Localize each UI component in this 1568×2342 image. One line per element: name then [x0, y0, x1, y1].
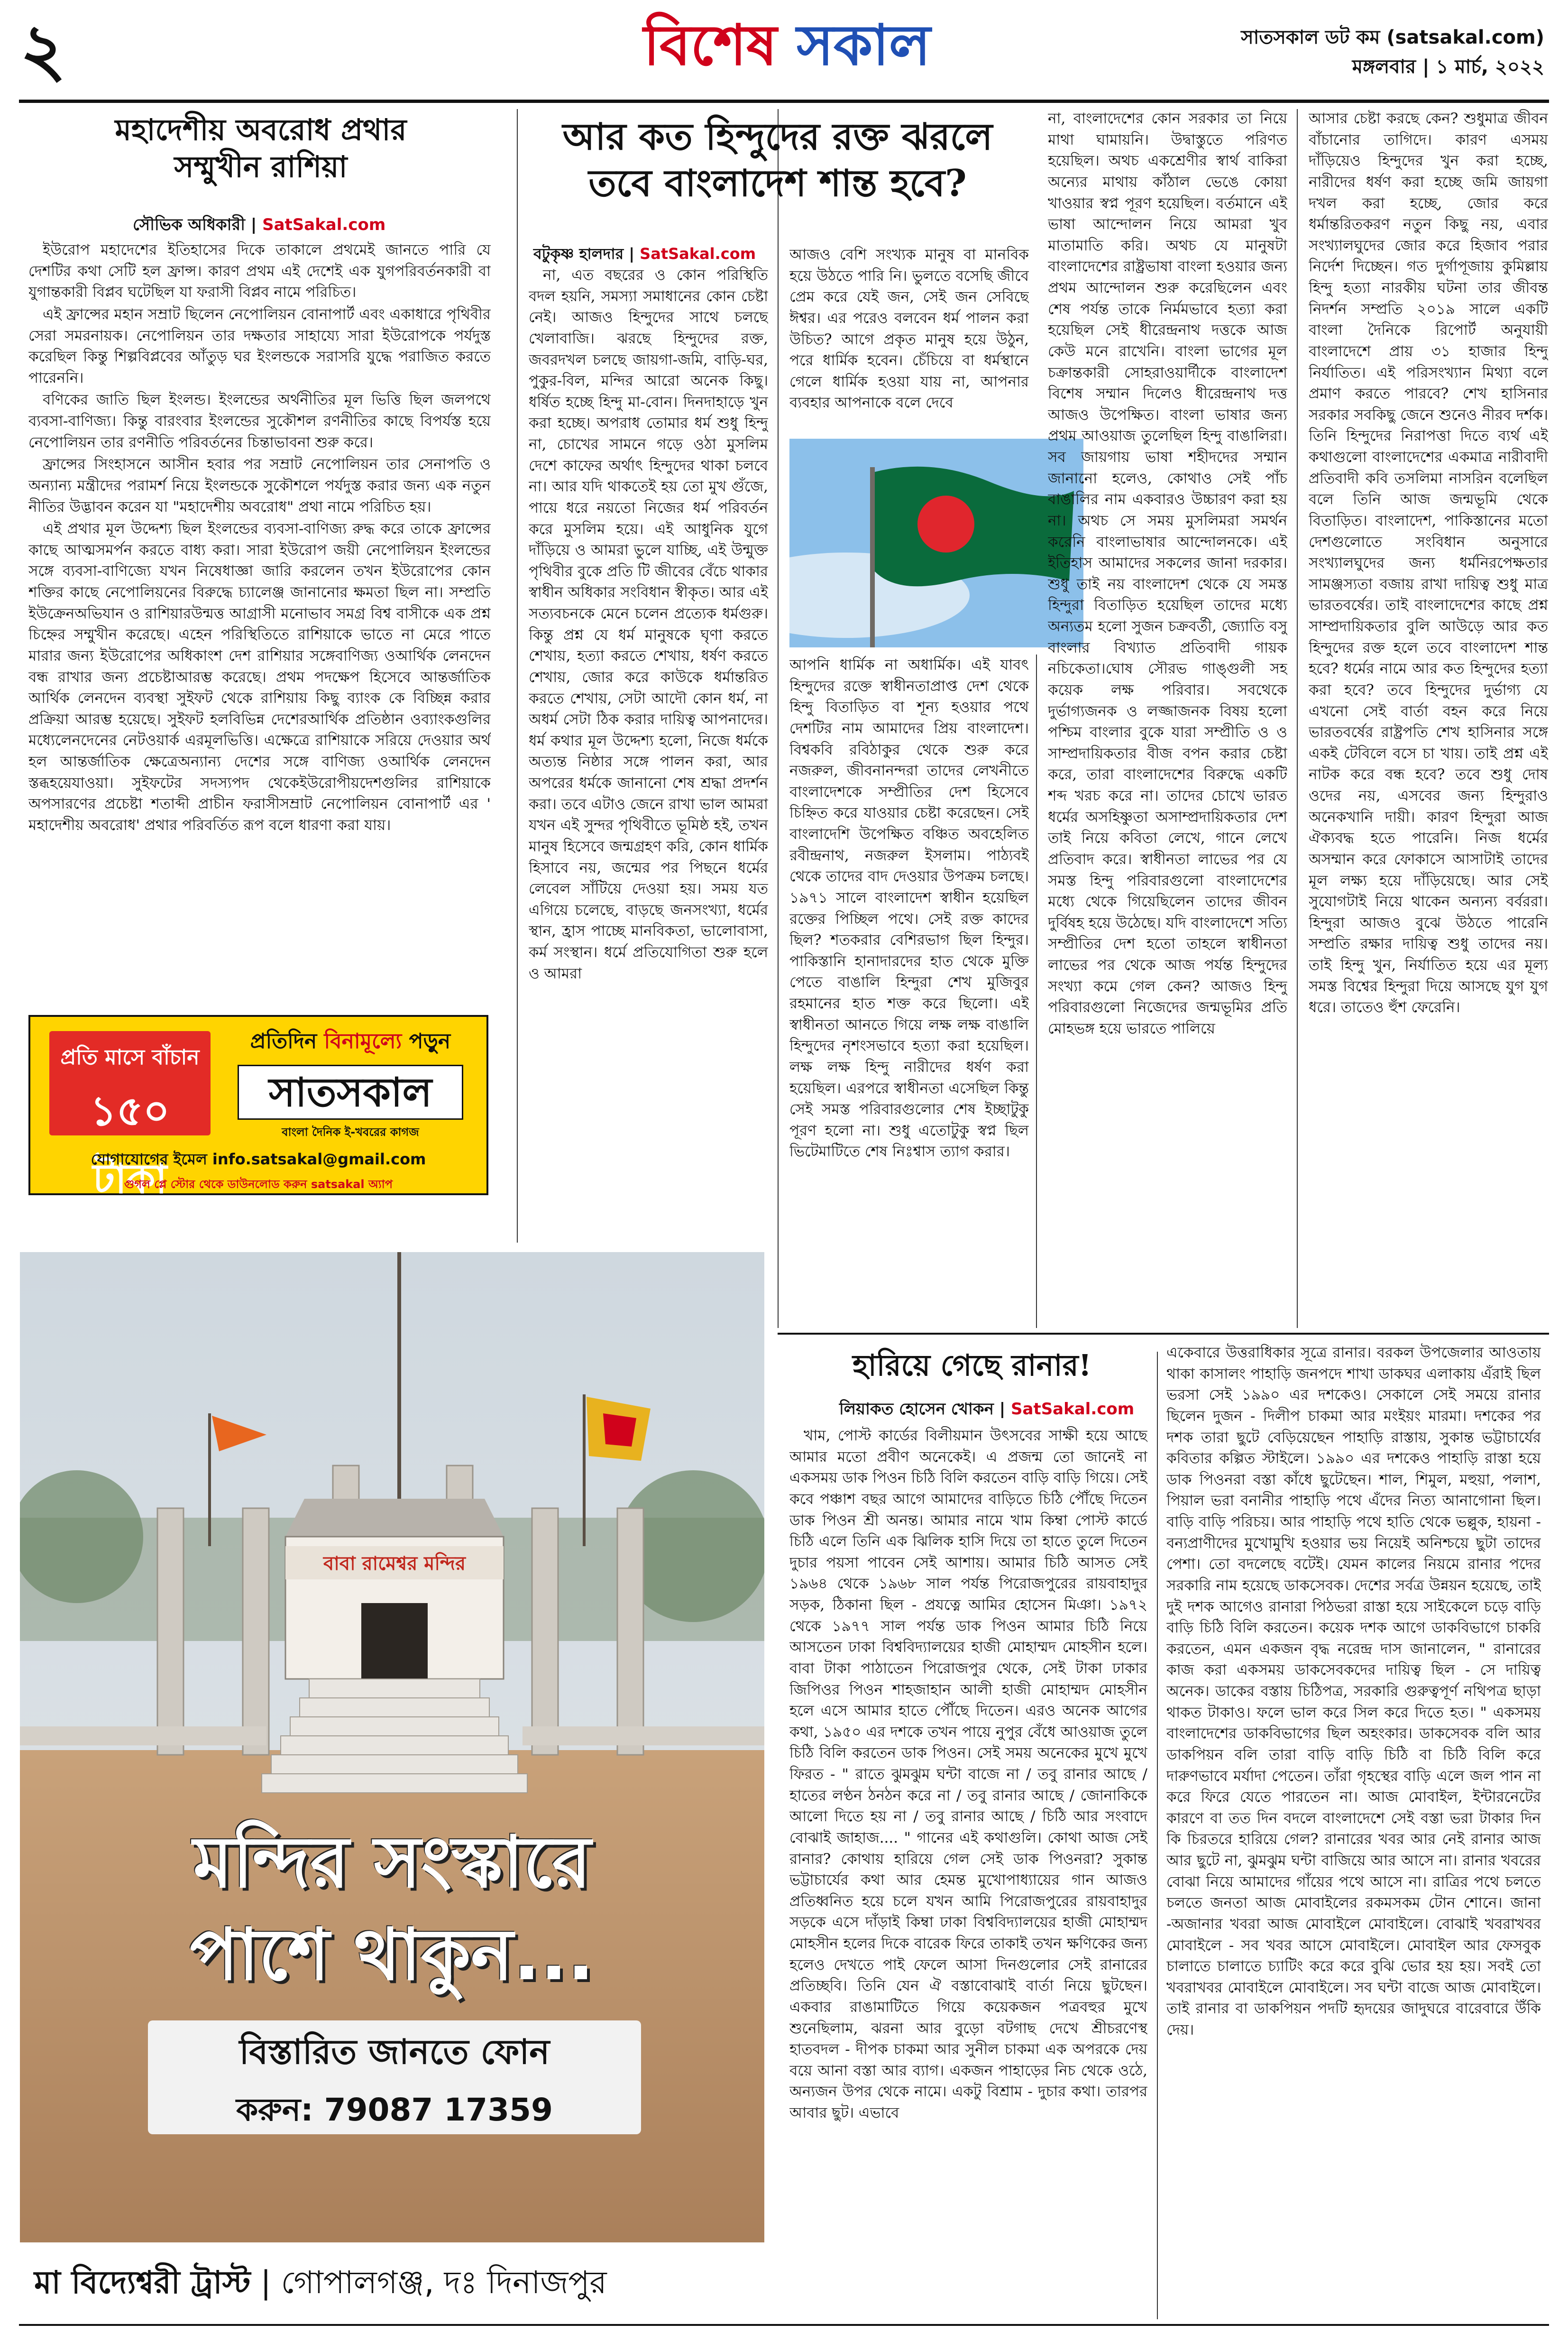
- article2-col3: [1048, 108, 1287, 1327]
- satsakal-logo: সাতসকাল: [238, 1065, 463, 1120]
- temple-headline-line2: পাশে থাকুন...: [190, 1914, 595, 1996]
- article2-col2-top: [789, 244, 1029, 429]
- temple-ad[interactable]: [20, 1252, 764, 2323]
- temple-phone-box[interactable]: [148, 2020, 641, 2134]
- article1-paragraph: এই ফ্রান্সের মহান সম্রাট ছিলেন নেপোলিয়ন বোনাপার্ট এবং একাধারে পৃথিবীর সেরা সমরনায়ক। নেপোলিয়ন তার দক্ষতার সাহায্যে সারা ইউরোপকে পর্যদুস্ত করেছিল কিন্তু শিল্পবিপ্লবের আঁতুড় ঘর ইংলন্ডকে সরাসরি যুদ্ধে পরাজিত করতে পারেননি।: [28, 305, 491, 387]
- ad-tagline-part1: প্রতিদিন: [250, 1029, 317, 1053]
- article3-col2: [1166, 1342, 1541, 2319]
- ad-logo-sub: বাংলা দৈনিক ই-খবরের কাগজ: [282, 1125, 419, 1139]
- article1-headline[interactable]: মহাদেশীয় অবরোধ প্রথার সম্মুখীন রাশিয়া: [115, 112, 407, 184]
- ad-brand-block: [225, 1025, 476, 1143]
- column-divider: [1036, 655, 1037, 1328]
- ad-app-line[interactable]: গুগল প্লে স্টোর থেকে ডাউনলোড করুন satsakal অ্যাপ: [124, 1178, 393, 1191]
- ad-tagline-highlight: বিনামূল্যে: [324, 1029, 402, 1053]
- article3-author: লিয়াকত হোসেন খোকন: [839, 1400, 994, 1419]
- section-title-part2: সকাল: [797, 12, 931, 78]
- article2-col2-text: আজও বেশি সংখ্যক মানুষ বা মানবিক হয়ে উঠতে পারি নি। ভুলতে বসেছি জীবে প্রেম করে যেই জন, সেই জন সেবিছে ঈশ্বর। এর পরেও বলবেন ধর্ম পালন করা উচিত? আগে প্রকৃত মানুষ হয়ে উঠুন, পরে ধার্মিক হবেন। চেঁচিয়ে বা ধর্মস্থানে গেলে ধার্মিক হওয়া যায় না, আপনার ব্যবহার আপনাকে বলে দেবে: [789, 246, 1029, 412]
- article1-source[interactable]: SatSakal.com: [262, 215, 386, 234]
- temple-phone-number[interactable]: করুন: 79087 17359: [236, 2092, 553, 2128]
- article2-headline[interactable]: আর কত হিন্দুদের রক্ত ঝরলে তবে বাংলাদেশ শান্ত হবে?: [562, 115, 993, 205]
- temple-headline: [20, 1816, 764, 2001]
- site-info: [1241, 23, 1544, 82]
- footer-rule: [19, 2324, 1549, 2326]
- site-name[interactable]: সাতসকাল ডট কম (satsakal.com): [1241, 27, 1544, 48]
- ad-price-line2: ১৫০ টাকা: [90, 1088, 170, 1203]
- article1-paragraph: বণিকের জাতি ছিল ইংলন্ড। ইংলন্ডের অর্থনীতির মূল ভিত্তি ছিল জলপথে ব্যবসা-বাণিজ্য। কিন্তু বারংবার ইংলন্ডের সুকৌশল রণনীতির কাছে বিপর্যস্ত হয়ে নেপোলিয়ন তার রণনীতি পরিবর্তনের চিন্তাভাবনা শুরু করে।: [28, 391, 491, 451]
- ad-tagline: [225, 1025, 476, 1060]
- ad-tagline-part2: পড়ুন: [409, 1029, 451, 1053]
- article3-source[interactable]: SatSakal.com: [1011, 1400, 1135, 1419]
- article1-body: [28, 240, 491, 1003]
- article2-col4: [1309, 108, 1548, 1327]
- article2-col2-cont: আপনি ধার্মিক না অধার্মিক। এই যাবৎ হিন্দুদের রক্তে স্বাধীনতাপ্রাপ্ত দেশ থেকে হিন্দু বিতাড়িত বা শূন্য হওয়ার পথে দেশটির নাম আমাদের প্রিয় বাংলাদেশ। বিশ্বকবি রবিঠাকুর থেকে শুরু করে নজরুল, জীবনানন্দরা তাদের লেখনীতে বাংলাদেশকে সম্প্রীতির দেশ হিসেবে চিহ্নিত করে যাওয়ার চেষ্টা করেছেন। সেই বাংলাদেশি উপেক্ষিত বঞ্চিত অবহেলিত রবীন্দ্রনাথ, নজরুল ইসলাম। পাঠ্যবই থেকে তাদের বাদ দেওয়ার উপক্রম চলছে। ১৯৭১ সালে বাংলাদেশ স্বাধীন হয়েছিল রক্তের পিচ্ছিল পথে। সেই রক্ত কাদের ছিল? শতকরার বেশিরভাগ ছিল হিন্দুর। পাকিস্তানি হানাদারদের হাত থেকে মুক্তি পেতে বাঙালি হিন্দুরা শেখ মুজিবুর রহমানের হাত শক্ত করে ছিলো। এই স্বাধীনতা আনতে গিয়ে লক্ষ লক্ষ বাঙালি হিন্দুদের নৃশংসভাবে হত্যা করা হয়েছিল। লক্ষ লক্ষ হিন্দু নারীদের ধর্ষণ করা হয়েছিল। এরপরে স্বাধীনতা এসেছিল কিন্তু সেই সমস্ত পরিবারগুলোর শেষ ইচ্ছাটুকু পূরণ হলো না। শুধু এতোটুকু স্বপ্ন ছিল ভিটেমাটিতে শেষ নিঃশ্বাস ত্যাগ করার।: [789, 656, 1029, 1161]
- article2-col1: [529, 265, 768, 1322]
- article2-source[interactable]: SatSakal.com: [640, 245, 756, 263]
- section-title-part1: বিশেষ: [643, 12, 777, 78]
- article1-paragraph: ফ্রান্সের সিংহাসনে আসীন হবার পর সম্রাট নেপোলিয়ন তার সেনাপতি ও অন্যান্য মন্ত্রীদের পরামর্শ নিয়ে ইংলন্ডকে সুকৌশলে পর্যদুস্ত করার জন্য এক নতুন নীতির উদ্ভাবন করেন যা "মহাদেশীয় অবরোধ" প্রথা নামে পরিচিত হয়।: [28, 456, 491, 516]
- trust-location: গোপালগঞ্জ, দঃ দিনাজপুর: [281, 2264, 607, 2301]
- ad-price-line1: প্রতি মাসে বাঁচান: [60, 1045, 200, 1070]
- page-number: ২: [20, 8, 66, 92]
- column-divider: [778, 109, 779, 1328]
- ad-contact: [30, 1147, 486, 1195]
- article3-headline[interactable]: হারিয়ে গেছে রানার!: [853, 1348, 1091, 1383]
- article2-col2-bottom: [789, 655, 1029, 1323]
- header-rule: [19, 100, 1549, 103]
- temple-photo: [20, 1252, 764, 2323]
- article1-byline: সৌভিক অধিকারী | SatSakal.com: [133, 215, 386, 234]
- trust-name: মা বিদ্যেশ্বরী ট্রাস্ট: [34, 2264, 251, 2301]
- article2-byline: বটুকৃষ্ণ হালদার | SatSakal.com: [533, 245, 756, 263]
- ad-price-badge: [49, 1031, 211, 1203]
- article1-paragraph: এই প্রথার মূল উদ্দেশ্য ছিল ইংলন্ডের ব্যবসা-বাণিজ্য রুদ্ধ করে তাকে ফ্রান্সের কাছে আত্মসমর্পন করতে বাধ্য করা। সারা ইউরোপ জয়ী নেপোলিয়ন ইংলন্ডের সঙ্গে ব্যবসা-বাণিজ্যে যখন নিষেধাজ্ঞা জারি করলেন তখন ইউরোপের কোন শক্তির কাছে নেপোলিয়নের বিরুদ্ধে চ্যালেঞ্জ জানানোর ক্ষমতা ছিল না। সম্প্রতি ইউক্রেনঅভিযান ও রাশিয়ারউন্মত্ত আগ্রাসী মনোভাব সমগ্র বিশ্ব বাসীকে এক প্রশ্ন চিহ্নের সম্মুখীন করেছে। এহেন পরিস্থিতিতে রাশিয়াকে ভাতে না মেরে পাতে মারার জন্য ইউরোপের অধিকাংশ দেশ রাশিয়ার সঙ্গেবাণিজ্য ওআর্থিক লেনদেন বন্ধ রাখার জন্য প্রচেষ্টাআরম্ভ করেছে। প্রথম পদক্ষেপ হিসেবে আন্তর্জাতিক আর্থিক লেনদেন ব্যবস্থা সুইফট থেকে রাশিয়ায় কিছু ব্যাংক কে বিচ্ছিন্ন করার প্রক্রিয়া আরম্ভ হয়েছে। সুইফট হলবিভিন্ন দেশেরআর্থিক প্রতিষ্ঠান ওব্যাংকগুলির মধ্যেলেনদেনের নেটওয়ার্ক এরমূলভিত্তি। এক্ষেত্রে রাশিয়াকে সরিয়ে দেওয়ার অর্থ হল আন্তর্জাতিক ক্ষেত্রেঅন্যান্য দেশের সঙ্গে বাণিজ্য ওআর্থিক লেনদেন স্তব্ধহয়েযাওয়া। সুইফটের সদস্যপদ থেকেইউরোপীয়দেশগুলির রাশিয়াকে অপসারণের প্রচেষ্টা শতাব্দী প্রাচীন ফরাসীসম্রাট নেপোলিয়ন বোনাপার্ট এর ' মহাদেশীয় অবরোধ' প্রথার পরিবর্তিত রূপ বলে ধারণা করা যায়।: [28, 520, 491, 834]
- article2-col4-text: আসার চেষ্টা করছে কেন? শুধুমাত্র জীবন বাঁচানোর তাগিদে। কারণ এসময় দাঁড়িয়েও হিন্দুদের খুন করা হচ্ছে, নারীদের ধর্ষণ করা হচ্ছে জমি জায়গা দখল করা হচ্ছে, জোর করে ধর্মান্তরিতকরণ নতুন কিছু নয়, এবার সংখ্যালঘুদের জোর করে হিজাব পরার নির্দেশ দিচ্ছেন। গত দুর্গাপূজায় কুমিল্লায় হিন্দু হত্যা নারকীয় ঘটনা তার জীবন্ত নিদর্শন সম্প্রতি ২০১৯ সালে একটি বাংলা দৈনিকে রিপোর্ট অনুযায়ী বাংলাদেশে প্রায় ৩১ হাজার হিন্দু নির্যাতিত। এই পরিসংখ্যান মিথ্যা বলে প্রমাণ করতে পারবে? শেখ হাসিনার সরকার সবকিছু জেনে শুনেও নীরব দর্শক। তিনি হিন্দুদের নিরাপত্তা দিতে ব্যর্থ এই কথাগুলো বাংলাদেশের একমাত্র নারীবাদী প্রতিবাদী কবি তসলিমা নাসরিন বলেছিল বলে তিনি আজ জন্মভূমি থেকে বিতাড়িত। বাংলাদেশ, পাকিস্তানের মতো দেশগুলোতে সংবিধান অনুসারে সংখ্যালঘুদের জন্য ধর্মনিরপেক্ষতার সামঞ্জস্যতা বজায় রাখা দায়িত্ব শুধু মাত্র ভারতবর্ষের। তাই বাংলাদেশের কাছে প্রশ্ন সাম্প্রদায়িকতার বুলি আউড়ে আর কত হিন্দুদের রক্ত হলে তবে বাংলাদেশ শান্ত হবে? ধর্মের নামে আর কত হিন্দুদের হত্যা করা হবে? তবে হিন্দুদের দুর্ভাগ্য যে এখনো সেই বার্তা বহন করে নিয়ে ভারতবর্ষের রাষ্ট্রপতি শেখ হাসিনার সঙ্গে একই টেবিলে বসে চা খায়। তাই প্রশ্ন এই নাটক করে বন্ধ হবে? তবে শুধু দোষ ওদের নয়, এসবের জন্য হিন্দুরাও অনেকখানি দায়ী। কারণ হিন্দুরা আজ ঐক্যবদ্ধ হতে পারেনি। নিজ ধর্মের অসম্মান করে ফোকাসে আসাটাই তাদের মূল লক্ষ্য হয়ে দাঁড়িয়েছে। আর সেই সুযোগটাই নিয়ে থাকেন অন্যন্য বর্বররা। হিন্দুরা আজও বুঝে উঠতে পারেনি সম্প্রতি রক্ষার দায়িত্ব শুধু তাদের নয়। তাই হিন্দু খুন, নির্যাতিত হয়ে এর মূল্য সমস্ত বিশ্বের হিন্দুরা দিয়ে আসছে যুগ যুগ ধরে। তাতেও হুঁশ ফেরেনি।: [1309, 110, 1548, 1016]
- column-divider: [1297, 109, 1298, 1328]
- column-divider: [517, 109, 518, 1243]
- article3-byline: লিয়াকত হোসেন খোকন | SatSakal.com: [839, 1400, 1135, 1419]
- article1-author: সৌভিক অধিকারী: [133, 215, 245, 234]
- section-rule: [778, 1333, 1549, 1335]
- ad-email-line[interactable]: যোগাযোগের ইমেল info.satsakal@gmail.com: [91, 1150, 426, 1168]
- article3-col1-text: খাম, পোস্ট কার্ডের বিলীয়মান উৎসবের সাক্ষী হয়ে আছে আমার মতো প্রবীণ অনেকেই। এ প্রজন্ম তো জানেই না একসময় ডাক পিওন চিঠি বিলি করতেন বাড়ি বাড়ি গিয়ে। সেই কবে পঞ্চাশ বছর আগে আমাদের বাড়িতে চিঠি পৌঁছে দিতেন ডাক পিওন শ্রী অনন্ত। আমার নামে খাম কিম্বা পোস্ট কার্ডে চিঠি এলে তিনি এক ঝিলিক হাসি দিয়ে তা হাতে তুলে দিতেন দুচার পয়সা পাবেন সেই আশায়। আমার চিঠি আসত সেই ১৯৬৪ থেকে ১৯৬৮ সাল পর্যন্ত পিরোজপুরের রায়বাহাদুর সড়ক, ঠিকানা ছিল - প্রযত্নে আমির হোসেন মিঞা। ১৯৭২ থেকে ১৯৭৭ সাল পর্যন্ত ডাক পিওন আমার চিঠি নিয়ে আসতেন ঢাকা বিশ্ববিদ্যালয়ের হাজী মোহাম্মদ মোহসীন হলে। বাবা টাকা পাঠাতেন পিরোজপুর থেকে, সেই টাকা ঢাকার জিপিওর পিওন শাহজাহান আলী হাজী মোহাম্মদ মোহসীন হলে এসে আমার হাতে পৌঁছে দিতেন। এরও অনেক আগের কথা, ১৯৫০ এর দশকে তখন পায়ে নুপুর বেঁধে আওয়াজ তুলে চিঠি বিলি করতেন ডাক পিওন। সেই সময় অনেকের মুখে মুখে ফিরত - " রাতে ঝুমঝুম ঘন্টা বাজে না / তবু রানার আছে / হাতের লণ্ঠন ঠনঠন করে না / তবু রানার আছে / জোনাকিকে আলো দিতে হয় না / তবু রানার আছে / চিঠি আর সংবাদে বোঝাই জাহাজ.... " গানের এই কথাগুলি। কোথা আজ সেই রানার? কোথায় হারিয়ে গেল সেই ডাক পিওনরা? সুকান্ত ভট্টাচার্যের কথা আর হেমন্ত মুখোপাধ্যায়ের গান আজও প্রতিধ্বনিত হয়ে চলে যখন আমি পিরোজপুরের রায়বাহাদুর সড়কে এসে দাঁড়াই কিম্বা ঢাকা বিশ্ববিদ্যালয়ের হাজী মোহাম্মদ মোহসীন হলের দিকে বারেক ফিরে তাকাই তখন ক্ষণিকের জন্য হলেও দেখতে পাই ফেলে আসা দিনগুলোর সেই রানারের প্রতিচ্ছবি। তিনি যেন ঐ বস্তাবোঝাই বার্তা নিয়ে ছুটছেন। একবার রাঙামাটিতে গিয়ে কয়েকজন পত্রবহুর মুখে শুনেছিলাম, ঝরনা আর বুড়ো বটগাছ দেখে শ্রীচরণেস্থ হাতবদল - দীপক চাকমা আর সুনীল চাকমা এক অপরকে দেয় বয়ে আনা বস্তা আর ব্যাগ। একজন পাহাড়ের নিচ থেকে ওঠে, অন্যজন উপর থেকে নামে। একটু বিশ্রাম - দুচার কথা। তারপর আবার ছুট। এভাবে: [789, 1427, 1147, 2121]
- temple-phone-line1: বিস্তারিত জানতে ফোন: [239, 2032, 550, 2072]
- article2-col3-text: না, বাংলাদেশের কোন সরকার তা নিয়ে মাথা ঘামায়নি। উদ্বাস্তুতে পরিণত হয়েছিল। অথচ একশ্রেণীর স্বার্থ বাকিরা অন্যের মাথায় কাঁঠাল ভেঙে কোয়া খাওয়ার স্বপ্ন পূরণ হয়েছিল। বর্তমানে এই ভাষা আন্দোলন নিয়ে আমরা খুব মাতামাতি করি। অথচ যে মানুষটা বাংলাদেশের রাষ্ট্রভাষা বাংলা হওয়ার জন্য প্রথম আন্দোলন শুরু করেছিলেন এবং শেষ পর্যন্ত তাকে নির্মমভাবে হত্যা করা হয়েছিল সেই ধীরেন্দ্রনাথ দত্তকে আজ কেউ মনে রাখেনি। বাংলা ভাগের মূল চক্রান্তকারী সোহরাওয়ার্দীকে বাংলাদেশ বিশেষ সম্মান দিলেও ধীরেন্দ্রনাথ দত্ত আজও উপেক্ষিত। বাংলা ভাষার জন্য প্রথম আওয়াজ তুলেছিল হিন্দু বাঙালিরা। সব জায়গায় ভাষা শহীদদের সম্মান জানানো হলেও, কোথাও সেই পাঁচ বাঙালির নাম একবারও উচ্চারণ করা হয় না। অথচ সে সময় মুসলিমরা সমর্থন করেনি বাংলাভাষার আন্দোলনকে। এই ইতিহাস আমাদের সকলের জানা দরকার। শুধু তাই নয় বাংলাদেশ থেকে যে সমস্ত হিন্দুরা বিতাড়িত হয়েছিল তাদের মধ্যে অন্যতম হলো সুজন চক্রবর্তী, জ্যোতি বসু বাংলার বিখ্যাত প্রতিবাদী গায়ক নচিকেতা।ঘোষ সৌরভ গাঙ্গুলী সহ কয়েক লক্ষ পরিবার। সবথেকে দুর্ভাগ্যজনক ও লজ্জাজনক বিষয় হলো পশ্চিম বাংলার বুকে যারা সম্প্রীতি ও ও সাম্প্রদায়িকতার বীজ বপন করার চেষ্টা করে, তারা বাংলাদেশের বিরুদ্ধে একটি শব্দ খরচ করে না। তাদের চোখে ভারত ধর্মের অসহিষ্ণুতা অসাম্প্রদায়িকতার দেশ তাই নিয়ে কবিতা লেখে, গানে লেখে প্রতিবাদ করে। স্বাধীনতা লাভের পর যে সমস্ত হিন্দু পরিবারগুলো বাংলাদেশের মধ্যে থেকে গিয়েছিলেন তাদের জীবন দুর্বিষহ হয়ে উঠেছে। যদি বাংলাদেশে সত্যি সম্প্রীতির দেশ হতো তাহলে স্বাধীনতা লাভের পর থেকে আজ পর্যন্ত হিন্দুদের সংখ্যা কমে গেল কেন? আজও হিন্দু পরিবারগুলো নিজেদের জন্মভূমির প্রতি মোহভঙ্গ হয়ে ভারতে পালিয়ে: [1048, 110, 1287, 1037]
- flag-icon: [789, 439, 1083, 647]
- temple-headline-line1: মন্দির সংস্কারে: [193, 1821, 591, 1904]
- bangladesh-flag-photo: [789, 439, 1083, 647]
- article1-paragraph: ইউরোপ মহাদেশের ইতিহাসের দিকে তাকালে প্রথমেই জানতে পারি যে দেশটির কথা সেটি হল ফ্রান্স। কারণ প্রথম এই দেশেই এক যুগপরিবর্তনকারী বা যুগান্তকারী বিপ্লব ঘটেছিল যা ফরাসী বিপ্লব নামে পরিচিত।: [28, 241, 491, 301]
- temple-sign: বাবা রামেশ্বর মন্দির: [323, 1553, 466, 1575]
- article2-author: বটুকৃষ্ণ হালদার: [533, 245, 624, 263]
- section-title: [616, 14, 958, 76]
- issue-date: মঙ্গলবার | ১ মার্চ, ২০২২: [1352, 56, 1544, 78]
- article3-col1: [789, 1425, 1147, 2319]
- column-divider: [1157, 1352, 1158, 2319]
- article2-col1-text: না, এত বছরের ও কোন পরিস্থিতি বদল হয়নি, সমস্যা সমাধানের কোন চেষ্টা নেই। আজও হিন্দুদের সাথে চলছে খেলাবাজি। ঝরছে হিন্দুদের রক্ত, জবরদখল চলছে জায়গা-জমি, বাড়ি-ঘর, পুকুর-বিল, মন্দির আরো অনেক কিছু। ধর্ষিত হচ্ছে হিন্দু মা-বোন। দিনদাহাড়ে খুন করা হচ্ছে। অপরাধ তোমার ধর্ম শুধু হিন্দু না, চোখের সামনে গড়ে ওঠা মুসলিম দেশে কাফের অর্থাৎ হিন্দুদের থাকা চলবে না। আর যদি থাকতেই হয় তো মুখ গুঁজে, পায়ে ধরে নয়তো নিজের ধর্ম পরিবর্তন করে মুসলিম হয়ে। এই আধুনিক যুগে দাঁড়িয়ে ও আমরা ভুলে যাচ্ছি, এই উন্মুক্ত পৃথিবীর বুকে প্রতি টি জীবের বেঁচে থাকার স্বাধীন অধিকার সংবিধান স্বীকৃত। আর এই সত্যবচনকে মেনে চলেন প্রত্যেক ধর্মগুরু। কিন্তু প্রশ্ন যে ধর্ম মানুষকে ঘৃণা করতে শেখায়, হত্যা করতে শেখায়, ধর্ষণ করতে শেখায়, জোর করে কাউকে ধর্মান্তরিত করতে শেখায়, সেটা আদৌ কোন ধর্ম, না অধর্ম সেটা ঠিক করার দায়িত্ব আপনাদের। ধর্ম কথার মূল উদ্দেশ্য হলো, নিজে ধর্মকে অত্যন্ত নিষ্ঠার সঙ্গে পালন করা, আর অপরের ধর্মকে জানানো শেষ শ্রদ্ধা প্রদর্শন করা। তবে এটাও জেনে রাখা ভাল আমরা যখন এই সুন্দর পৃথিবীতে ভূমিষ্ঠ হই, তখন মানুষ হিসেবে জন্মগ্রহণ করি, কোন ধার্মিক হিসাবে নয়, জন্মের পর পিছনে ধর্মের লেবেল সাঁটিয়ে দেওয়া হয়। সময় যত এগিয়ে চলেছে, বাড়ছে জনসংখ্যা, ধর্মের স্থান, হ্রাস পাচ্ছে মানবিকতা, ভালোবাসা, কর্ম সংস্থান। ধর্মে প্রতিযোগিতা শুরু হলে ও আমরা: [529, 267, 768, 982]
- subscription-ad[interactable]: [28, 1015, 488, 1203]
- temple-trust-bar: মা বিদ্যেশ্বরী ট্রাস্ট | গোপালগঞ্জ, দঃ দিনাজপুর: [20, 2242, 764, 2323]
- article3-col2-text: একেবারে উত্তরাধিকার সূত্রে রানার। বরকল উপজেলার আওতায় থাকা কাসালং পাহাড়ি জনপদে শাখা ডাকঘর এলাকায় এঁরাই ছিল ভরসা সেই ১৯৯০ এর দশকেও। সেকালে সেই সময়ে রানার ছিলেন দুজন - দিলীপ চাকমা আর মংইয়ং মারমা। দশকের পর দশক তারা ছুটে বেড়িয়েছেন পাহাড়ি রাস্তায়, সুকান্ত ভট্টাচার্যের কবিতার কল্পিত স্টাইলে। ১৯৯০ এর দশকেও পাহাড়ি রাস্তা হয়ে ডাক পিওনরা বস্তা কাঁধে ছুটেছেন। শাল, শিমুল, মহুয়া, পলাশ, পিয়াল ভরা বনানীর পাহাড়ি পথে এঁদের নিত্য আনাগোনা ছিল। বাড়ি বাড়ি পরিচয়। আর পাহাড়ি পথে হাতি থেকে ভল্লুক, হায়না - বন্যপ্রাণীদের মুখোমুখি হওয়ার ভয় নিয়েই অনিশ্চয়ে ছুটা তাদের পেশা। তো বদলেছে বটেই। যেমন কালের নিয়মে রানার পদের সরকারি নাম হয়েছে ডাকসেবক। দেশের সর্বত্র উন্নয়ন হয়েছে, তাই দুই দশক আগেও রানারা পিঠভরা রাস্তা হয়ে সাইকেলে চড়ে বাড়ি বাড়ি চিঠি বিলি করতেন। কয়েক দশক আগে ডাকবিভাগে চাকরি করতেন, এমন একজন বৃদ্ধ নরেন্দ্র দাস জানালেন, " রানারের কাজ করা একসময় ডাকসেবকদের দায়িত্ব ছিল - সে দায়িত্ব অনেক। ডাকের বস্তায় চিঠিপত্র, সরকারি গুরুত্বপূর্ণ নথিপত্র ছাড়া থাকত টাকাও। ফলে ভাল করে সিল করে দিতে হত। " একসময় বাংলাদেশের ডাকবিভাগের ছিল অহংকার। ডাকসেবক বলি আর ডাকপিয়ন বলি তারা বাড়ি বাড়ি চিঠি বা চিঠি বিলি করে দারুণভাবে মর্যাদা পেতেন। তাঁরা গৃহস্থের বাড়ি এলে জল পান না করে ফিরে যেতে পারতেন না। আজ মোবাইল, ইন্টারনেটের কারণে বা তত দিন বদলে বাংলাদেশে সেই বস্তা ভরা টাকার দিন কি চিরতরে হারিয়ে গেল? রানারের খবর আর নেই রানার আজ আর ছুটে না, ঝুমঝুম ঘন্টা বাজিয়ে আর আসে না। রানার খবরের বোঝা নিয়ে আমাদের গাঁয়ের পথে আসে না। রাত্রির পথে চলতে চলতে জনতা আজ মোবাইলের রকমসকম টোন শোনে। জানা -অজানার খবরা আজ মোবাইলে মোবাইলে। বোঝাই খবরাখবর মোবাইলে - সব খবর আসে মোবাইলে। মোবাইল আর ফেসবুক চালাতে চালাতে চ্যাটিং করে করে বুঝি ভোর হয় হয়। সবই তো খবরাখবর মোবাইলে মোবাইলে। সব ঘন্টা বাজে আজ মোবাইলে। তাই রানার বা ডাকপিয়ন পদটি হৃদয়ের জাদুঘরে বারেবারে উঁকি দেয়।: [1166, 1344, 1541, 2038]
